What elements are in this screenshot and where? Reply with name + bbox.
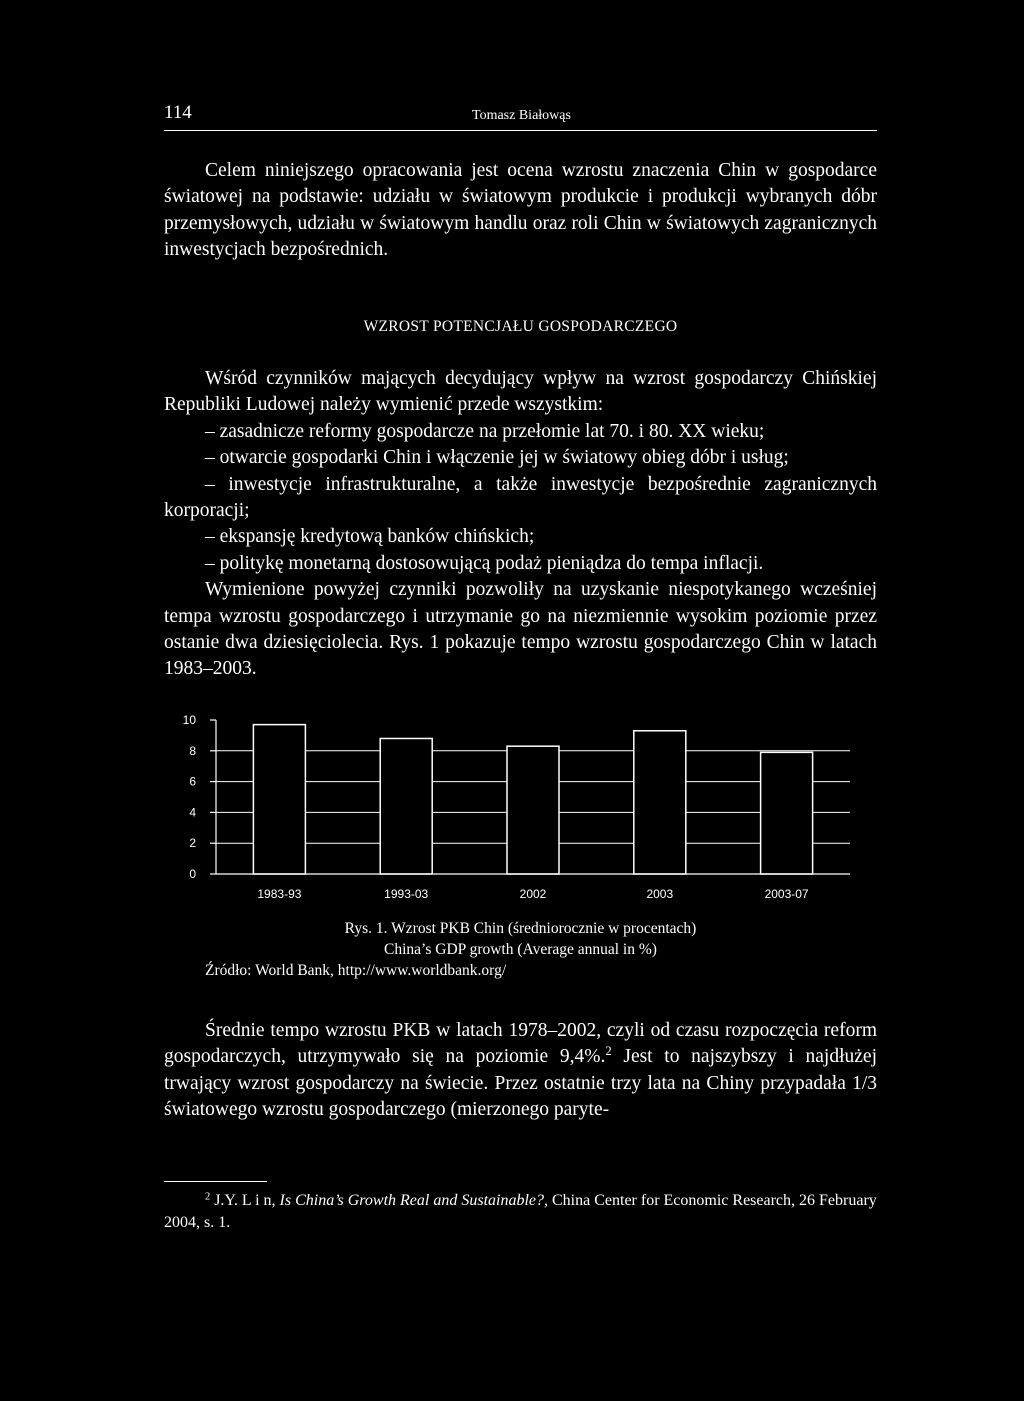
- y-tick-label: 10: [182, 713, 196, 727]
- x-tick-label: 2002: [519, 887, 547, 901]
- footnote-author: J.Y. L i n,: [210, 1192, 280, 1209]
- factors-section: [164, 366, 877, 683]
- intro-section: [164, 158, 877, 264]
- bar-chart-svg: [164, 706, 877, 916]
- footnote-rest: China Center for Economic Research, 26 February 2004, s. 1.: [164, 1192, 877, 1231]
- final-paragraph: [164, 1018, 877, 1124]
- bar: [380, 738, 432, 874]
- list-item: – politykę monetarną dostosowującą podaż pieniądza do tempa inflacji.: [205, 552, 764, 574]
- intro-paragraph: Celem niniejszego opracowania jest ocena wzrostu znaczenia Chin w gospodarce światowej na podstawie: udziału w światowym produkcie i produkcji wybranych dóbr przemysłowych, udziału w światowym handlu oraz roli Chin w światowych zagranicznych inwestycjach bezpośrednich.: [164, 160, 877, 261]
- y-tick-label: 8: [189, 743, 196, 758]
- section-intro-paragraph: Wśród czynników mających decydujący wpływ na wzrost gospodarczy Chińskiej Republiki Ludowej należy wymienić przede wszystkim:: [164, 368, 877, 416]
- bar: [253, 725, 305, 874]
- y-tick-label: 6: [189, 774, 196, 789]
- y-tick-label: 0: [189, 867, 196, 881]
- page-number: 114: [164, 102, 192, 123]
- final-paragraph-text-cont: Jest to najszybszy i najdłużej trwający wzrost gospodarczy na świecie. Przez ostatnie trzy lata na Chiny przypadała 1/3 światowego wzrostu gospodarczego (mierzonego paryte-: [164, 1046, 877, 1121]
- list-item: – otwarcie gospodarki Chin i włączenie jej w światowy obieg dóbr i usług;: [205, 447, 789, 469]
- section-heading: WZROST POTENCJAŁU GOSPODARCZEGO: [363, 318, 678, 335]
- footnote: [164, 1190, 877, 1233]
- paragraph-after-list: Wymienione powyżej czynniki pozwoliły na uzyskanie niespotykanego wcześniej tempa wzrostu gospodarczego i utrzymanie go na niezmiennie wysokim poziomie przez ostanie dwa dziesięciolecia. Rys. 1 pokazuje tempo wzrostu gospodarczego Chin w latach 1983–2003.: [164, 579, 877, 680]
- x-tick-label: 2003-07: [764, 887, 809, 901]
- running-head-author: Tomasz Białowąs: [472, 108, 571, 123]
- bar: [634, 731, 686, 874]
- x-tick-label: 2003: [646, 887, 674, 901]
- page-header: [164, 100, 877, 131]
- caption-title-en: China’s GDP growth (Average annual in %): [384, 941, 657, 958]
- list-item: – zasadnicze reformy gospodarcze na przełomie lat 70. i 80. XX wieku;: [205, 420, 765, 442]
- y-tick-label: 2: [189, 836, 196, 851]
- footnote-title: Is China’s Growth Real and Sustainable?,: [279, 1192, 548, 1209]
- list-item: – ekspansję kredytową banków chińskich;: [205, 526, 535, 548]
- footnote-text: [164, 1190, 877, 1233]
- caption-source: Źródło: World Bank, http://www.worldbank.org/: [205, 962, 507, 979]
- y-tick-label: 4: [189, 805, 196, 820]
- list-item: – inwestycje infrastrukturalne, a także inwestycje bezpośrednie zagranicznych korporacji;: [164, 473, 877, 522]
- figure-caption: [164, 918, 877, 981]
- footnote-ref[interactable]: 2: [605, 1044, 612, 1059]
- footnote-number: 2: [205, 1191, 211, 1203]
- bar: [507, 746, 559, 874]
- x-tick-label: 1993-03: [384, 887, 429, 901]
- caption-title-pl: Rys. 1. Wzrost PKB Chin (średniorocznie w procentach): [344, 920, 697, 937]
- gdp-growth-chart: [164, 706, 877, 916]
- footnote-separator: [164, 1181, 267, 1182]
- final-paragraph-text: Średnie tempo wzrostu PKB w latach 1978–2002, czyli od czasu rozpoczęcia reform gospodarczych, utrzymywało się na poziomie 9,4%.: [164, 1020, 877, 1068]
- x-tick-label: 1983-93: [257, 887, 302, 901]
- closing-section: [164, 1018, 877, 1124]
- bar: [761, 752, 813, 874]
